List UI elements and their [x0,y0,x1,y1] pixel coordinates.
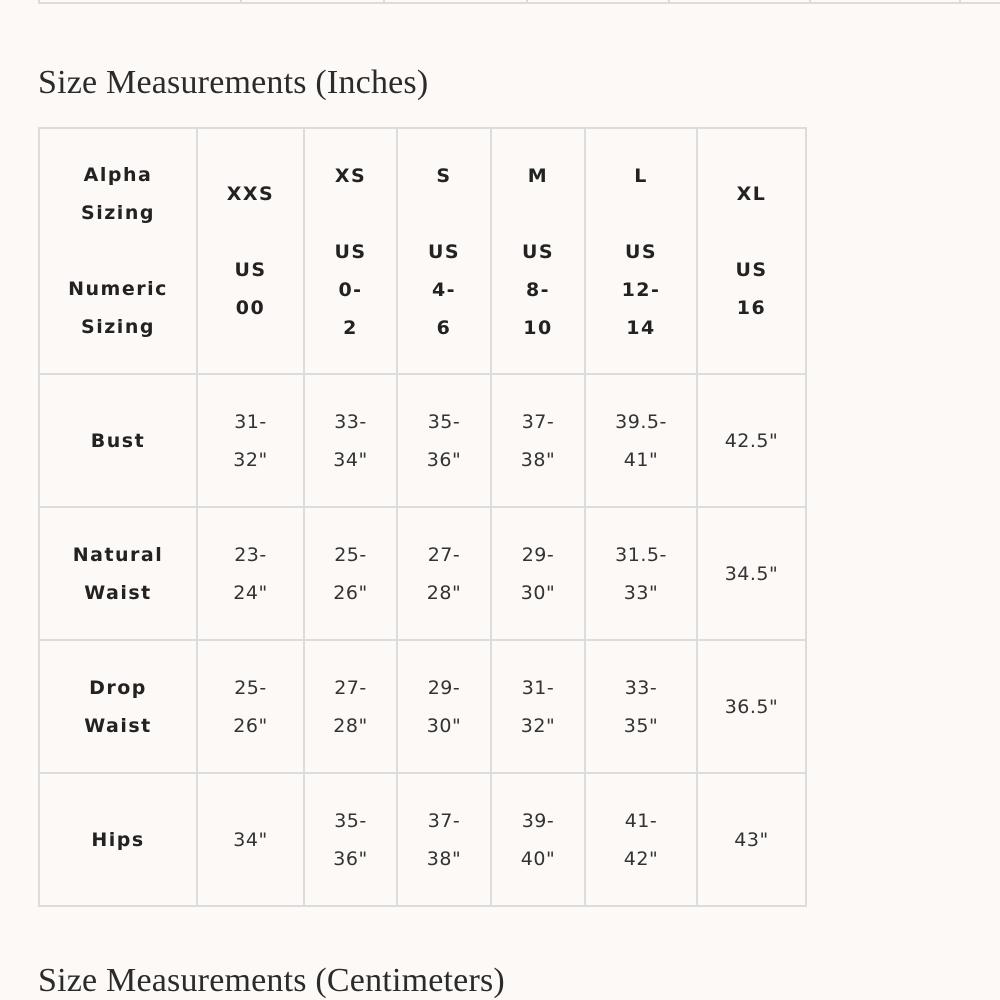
cell-text-line: 25- [334,543,367,566]
cell-text-line: 43" [734,828,769,851]
measurement-cell [397,374,491,507]
previous-table-cell [668,0,811,4]
cell-text-line: 33- [334,410,367,433]
size-header-xxs [197,128,304,374]
table-row [39,374,806,507]
cell-text-line: 00 [235,297,266,319]
alpha-size: XXS [226,183,275,205]
cell-text-line: 28" [426,581,462,604]
measurement-cell [304,374,397,507]
cell-text-line: 31- [521,676,555,699]
cell-text-line: Bust [90,429,146,452]
table-header-row [39,128,806,374]
size-header-s [397,128,491,374]
cell-text-line: 8- [525,279,551,301]
cell-text-line: 34" [233,828,268,851]
table-row [39,507,806,640]
cell-text-line: 42" [623,847,659,870]
alpha-size: M [527,165,549,187]
cell-text-line: 32" [520,714,556,737]
alpha-size: S [436,165,452,187]
cell-text-line: 35- [427,410,461,433]
cell-text-line: 10 [523,317,553,339]
cell-text-line: Waist [84,714,152,737]
cell-text-line: 37- [521,410,555,433]
cell-text-line: US [521,241,555,263]
previous-table-cell [383,0,528,4]
cell-text-line: 12- [621,279,661,301]
size-header-l [585,128,697,374]
row-label [39,374,197,507]
cell-text-line: 23- [234,543,267,566]
cell-text-line: 42.5" [724,429,779,452]
cell-text-line: 27- [334,676,367,699]
cell-text-line: US [735,259,768,281]
measurement-cell [197,374,304,507]
measurement-cell [197,507,304,640]
cell-text-line: 31- [234,410,267,433]
cell-text-line: 25- [234,676,267,699]
row-label [39,640,197,773]
cell-text-line: 27- [427,543,461,566]
measurement-cell [491,773,585,906]
cell-text-line: Natural [72,543,164,566]
cell-text-line: 36" [333,847,368,870]
cell-text-line: US [624,241,658,263]
cell-text-line: 31.5- [615,543,667,566]
cell-text-line: 28" [333,714,368,737]
measurement-cell [304,773,397,906]
cell-text-line: 2 [343,317,358,339]
size-header-m [491,128,585,374]
row-label [39,507,197,640]
measurement-cell [585,773,697,906]
size-header-xl [697,128,806,374]
measurement-cell [304,640,397,773]
cell-text-line: 37- [427,809,461,832]
cell-text-line: 4- [431,279,457,301]
measurement-cell [585,374,697,507]
cell-text-line: 41- [624,809,658,832]
previous-table-cell [526,0,670,4]
measurement-cell [397,773,491,906]
measurement-cell [197,640,304,773]
cell-text-line: 6 [436,317,452,339]
cell-text-line: US [234,259,267,281]
measurement-cell [697,640,806,773]
cell-text-line: 14 [626,317,656,339]
size-measurements-table [38,127,807,907]
cell-text-line: 38" [426,847,462,870]
cell-text-line: 29- [427,676,461,699]
alpha-size: XS [334,165,367,187]
measurement-cell [197,773,304,906]
cell-text-line: 39.5- [615,410,667,433]
header-label-cell [39,128,197,374]
cell-text-line: 26" [333,581,368,604]
previous-table-cell [959,0,1000,4]
cell-text-line: Drop [89,676,147,699]
cell-text-line: 41" [623,448,659,471]
measurement-cell [491,640,585,773]
cell-text-line: US [334,241,367,263]
size-header-xs [304,128,397,374]
cell-text-line: Waist [84,581,152,604]
previous-table-cell [38,0,242,4]
cell-text-line: Sizing [81,316,155,338]
row-label [39,773,197,906]
cell-text-line: Hips [91,828,145,851]
alpha-size: XL [736,183,767,205]
cell-text-line: 32" [233,448,268,471]
cell-text-line: 39- [521,809,555,832]
cell-text-line: 33" [623,581,659,604]
measurement-cell [397,507,491,640]
cell-text-line: 16 [736,297,767,319]
previous-table-fragment [38,0,1000,6]
cell-text-line: Sizing [81,202,155,224]
cell-text-line: 36.5" [724,695,779,718]
cell-text-line: Alpha [83,164,153,186]
cell-text-line: 0- [338,279,363,301]
cell-text-line: 35- [334,809,367,832]
cell-text-line: 29- [521,543,555,566]
cell-text-line: 24" [233,581,268,604]
cell-text-line: 34.5" [724,562,779,585]
cell-text-line: 33- [624,676,658,699]
alpha-size: L [634,165,648,187]
cell-text-line: 30" [520,581,556,604]
previous-table-cell [240,0,385,4]
measurement-cell [697,507,806,640]
measurement-cell [697,374,806,507]
measurement-cell [491,374,585,507]
measurement-cell [585,507,697,640]
cell-text-line: 38" [520,448,556,471]
measurement-cell [491,507,585,640]
cell-text-line: 40" [520,847,556,870]
section-title-centimeters: Size Measurements (Centimeters) [38,962,505,999]
cell-text-line: 36" [426,448,462,471]
section-title-inches: Size Measurements (Inches) [38,64,429,101]
cell-text-line: Numeric [68,278,168,300]
measurement-cell [697,773,806,906]
cell-text-line: 34" [333,448,368,471]
measurement-cell [304,507,397,640]
table-row [39,640,806,773]
measurement-cell [397,640,491,773]
previous-table-cell [809,0,961,4]
table-row [39,773,806,906]
cell-text-line: 26" [233,714,268,737]
cell-text-line: 35" [623,714,659,737]
cell-text-line: 30" [426,714,462,737]
cell-text-line: US [427,241,461,263]
measurement-cell [585,640,697,773]
